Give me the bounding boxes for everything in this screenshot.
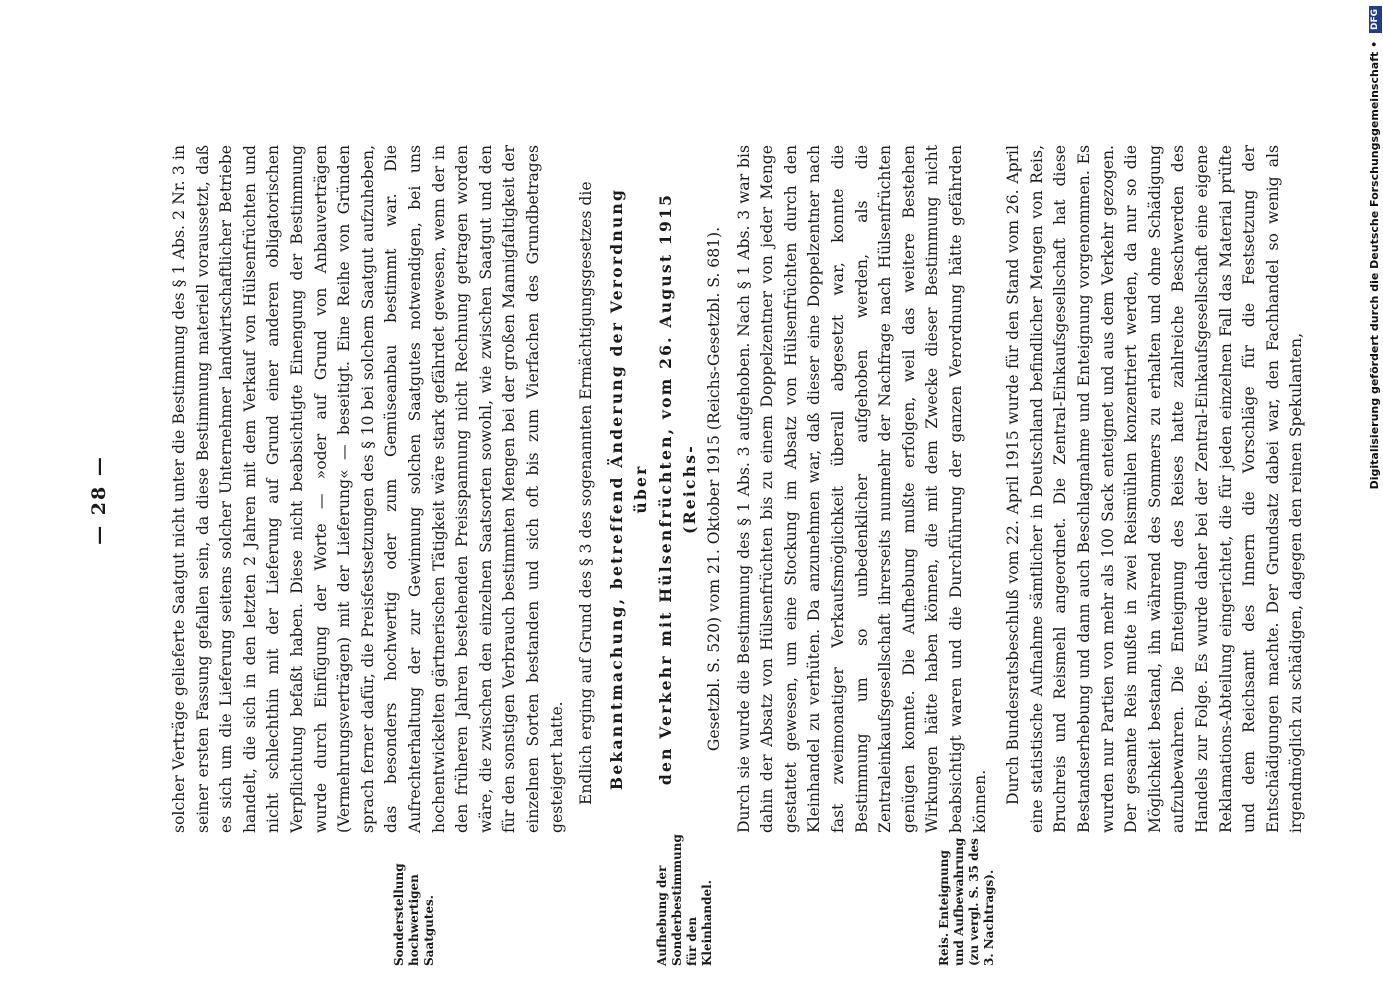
margin-note-kleinhandel: Aufhebung der Sonderbestimmung für den Kleinhandel. bbox=[655, 834, 714, 966]
decree-title-line-3: Gesetzbl. S. 520) vom 21. Oktober 1915 (Reichs-Gesetzbl. S. 681). bbox=[705, 226, 724, 752]
paragraph-saatgut: solcher Verträge gelieferte Saatgut nicht unter die Bestimmung des § 1 Abs. 2 Nr. 3 in seiner ersten Fassung gefallen sein, da diese Bestimmung materiell voraussetzt, daß es sich um die Lieferung seitens solcher Unternehmer landwirtschaftlicher Betriebe handelt, die sich in den letzten 2 Jahren mit dem Verkauf von Hülsenfrüchten und nicht schlechthin mit der Lieferung auf Grund einer anderen obligatorischen Verpflichtung befaßt haben. Diese nicht beabsichtigte Einengung der Bestimmung wurde durch Einfügung der Worte — »oder auf Grund von Anbauverträgen (Vermehrungsverträgen) mit der Lieferung« — beseitigt. Eine Reihe von Gründen sprach ferner dafür, die Preisfestsetzungen des § 10 bei solchem Saatgut aufzuheben, das besonders hochwertig oder zum Gemüseanbau bestimmt war. Die Aufrechterhaltung der zur Gewinnung solchen Saatgutes notwendigen, bei uns hochentwickelten gärtnerischen Tätigkeit wäre stark gefährdet gewesen, wenn der in den früheren Jahren bestehenden Preisspannung nicht Rechnung getragen worden wäre, die zwischen den einzelnen Saatsorten sowohl, wie zwischen Saatgut und den für den sonstigen Verbrauch bestimmten Mengen bei der großen Mannigfaltigkeit der einzelnen Sorten bestanden und sich oft bis zum Vierfachen des Grundbetrages gesteigert hatte. bbox=[170, 145, 566, 833]
paragraph-reis: Durch Bundesratsbeschluß vom 22. April 1915 wurde für den Stand vom 26. April eine statistische Aufnahme sämtlicher in Deutschland befindlicher Mengen von Reis, Bruchreis und Reismehl angeordnet. Die Zentral-Einkaufsgesellschaft hat diese Bestandserhebung und dann auch Beschlagnahme und Enteignung vorgenommen. Es wurden nur Partien von mehr als 100 Sack enteignet und aus dem Verkehr gezogen. Der gesamte Reis mußte in zwei Reismühlen konzentriert werden, da nur so die Möglichkeit bestand, ihn während des Sommers zu erhalten und ohne Schädigung aufzubewahren. Die Enteignung des Reises hatte zahlreiche Beschwerden des Handels zur Folge. Es wurde daher bei der Zentral-Einkaufsgesellschaft eine eigene Reklamations-Abteilung eingerichtet, die für jeden einzelnen Fall das Material prüfte und dem Reichsamt des Innern die Vorschläge für die Festsetzung der Entschädigungen machte. Der Grundsatz dabei war, den Fachhandel so wenig als irgendmöglich zu schädigen, dagegen den reinen Spekulanten, bbox=[1004, 145, 1306, 833]
page-number: — 28 — bbox=[88, 455, 110, 545]
margin-note-saatgut: Sonderstellung hochwertigen Saatgutes. bbox=[392, 863, 436, 966]
decree-title-line-2: den Verkehr mit Hülsenfrüchten, vom 26. August 1915 (Reichs- bbox=[655, 192, 700, 786]
paragraph-ermaechtigung: Endlich erging auf Grund des § 3 des sogenannten Ermächtigungsgesetzes die bbox=[577, 181, 596, 805]
main-text-column bbox=[168, 145, 1315, 833]
paragraph-kleinhandel: Durch sie wurde die Bestimmung des § 1 Abs. 3 aufgehoben. Nach § 1 Abs. 3 war bis dahin der Absatz von Hülsenfrüchten bis zu einem Doppelzentner von jeder Menge gestattet gewesen, um eine Stockung im Absatz von Hülsenfrüchten durch den Kleinhandel zu verhüten. Da anzunehmen war, daß dieser eine Doppelzentner nach fast zweimonatiger Verkaufsmöglichkeit überall abgesetzt war, konnte die Bestimmung um so unbedenklicher aufgehoben werden, als die Zentraleinkaufsgesellschaft ihrerseits nunmehr der Nachfrage nach Hülsenfrüchten genügen konnte. Die Aufhebung mußte erfolgen, weil das weitere Bestehen Wirkungen hätte haben können, die mit dem Zwecke dieser Bestimmung nicht beabsichtigt waren und die Durchführung der ganzen Verordnung hätte gefährden können. bbox=[734, 145, 989, 833]
margin-note-reis: Reis. Enteignung und Aufbewahrung (zu vergl. S. 35 des 3. Nachtrags). bbox=[937, 837, 996, 966]
dfg-logo-icon: DFG bbox=[1369, 6, 1382, 33]
digitization-credit bbox=[1366, 0, 1383, 1000]
credit-text: Digitalisierung gefördert durch die Deutsche Forschungsgemeinschaft • bbox=[1368, 40, 1381, 490]
decree-title bbox=[605, 145, 727, 833]
decree-title-line-1: Bekanntmachung, betreffend Änderung der Verordnung über bbox=[606, 187, 651, 791]
